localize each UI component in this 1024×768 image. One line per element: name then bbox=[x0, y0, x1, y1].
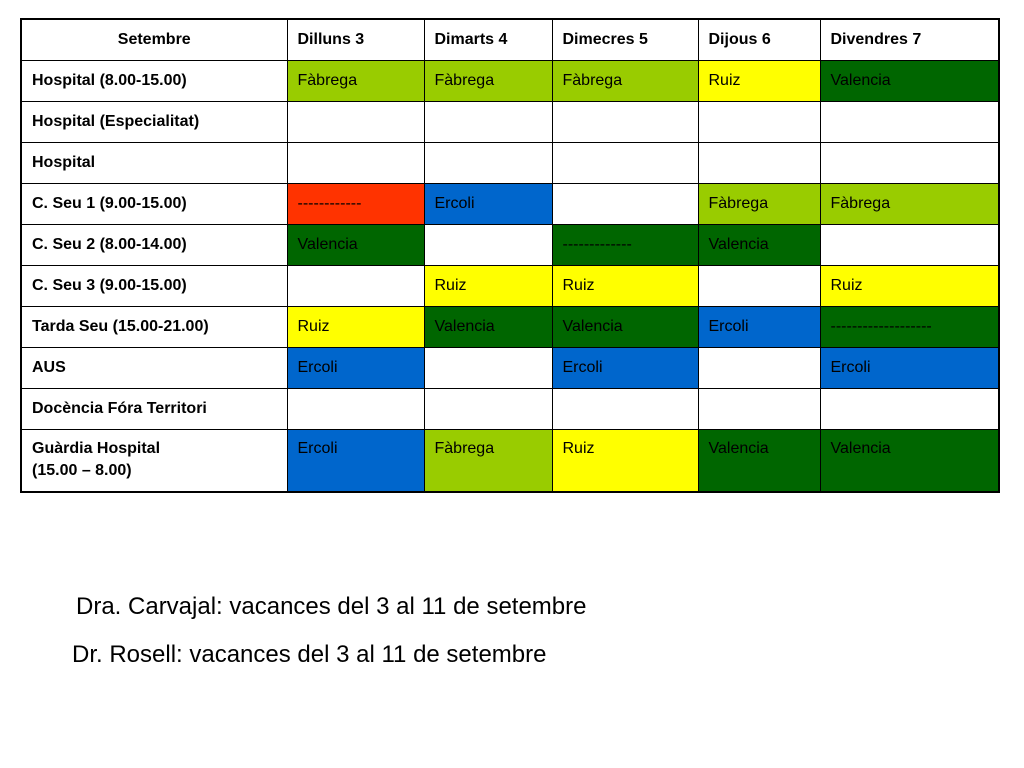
shift-cell: Valencia bbox=[820, 429, 999, 492]
row-label-text: Tarda Seu (15.00-21.00) bbox=[32, 317, 209, 335]
shift-cell: ------------ bbox=[287, 183, 424, 224]
shift-cell bbox=[424, 347, 552, 388]
shift-cell bbox=[287, 265, 424, 306]
shift-cell: Valencia bbox=[698, 224, 820, 265]
shift-cell bbox=[698, 388, 820, 429]
vacation-note: Dra. Carvajal: vacances del 3 al 11 de setembre bbox=[76, 593, 587, 620]
shift-cell bbox=[552, 101, 698, 142]
row-label bbox=[21, 142, 287, 183]
shift-cell bbox=[287, 388, 424, 429]
shift-cell: Fàbrega bbox=[424, 60, 552, 101]
shift-cell: Ercoli bbox=[287, 429, 424, 492]
shift-cell: Ruiz bbox=[424, 265, 552, 306]
row-label-text: Hospital bbox=[32, 153, 96, 171]
row-label-text: C. Seu 3 (9.00-15.00) bbox=[32, 276, 187, 294]
shift-cell: Ruiz bbox=[820, 265, 999, 306]
shift-cell bbox=[287, 101, 424, 142]
table-row bbox=[21, 265, 999, 306]
shift-cell bbox=[424, 388, 552, 429]
shift-cell bbox=[698, 347, 820, 388]
shift-cell: Valencia bbox=[552, 306, 698, 347]
header-day-friday: Divendres 7 bbox=[820, 19, 999, 60]
table-row bbox=[21, 142, 999, 183]
row-label-text: C. Seu 2 (8.00-14.00) bbox=[32, 235, 187, 253]
header-day-tuesday: Dimarts 4 bbox=[424, 19, 552, 60]
row-label bbox=[21, 183, 287, 224]
shift-cell bbox=[820, 224, 999, 265]
header-day-wednesday: Dimecres 5 bbox=[552, 19, 698, 60]
row-label-text: Hospital (Especialitat) bbox=[32, 112, 200, 130]
row-label bbox=[21, 60, 287, 101]
row-label-text: AUS bbox=[32, 358, 66, 376]
table-row bbox=[21, 101, 999, 142]
table-row bbox=[21, 183, 999, 224]
table-row bbox=[21, 347, 999, 388]
shift-cell bbox=[552, 388, 698, 429]
shift-cell: Ercoli bbox=[287, 347, 424, 388]
row-label bbox=[21, 101, 287, 142]
shift-cell: ------------- bbox=[552, 224, 698, 265]
shift-cell: Ercoli bbox=[424, 183, 552, 224]
shift-cell: Fàbrega bbox=[552, 60, 698, 101]
shift-cell bbox=[424, 224, 552, 265]
shift-cell bbox=[552, 183, 698, 224]
shift-cell: Fàbrega bbox=[698, 183, 820, 224]
shift-cell bbox=[820, 101, 999, 142]
shift-cell: Ruiz bbox=[552, 265, 698, 306]
shift-cell: Valencia bbox=[424, 306, 552, 347]
header-day-thursday: Dijous 6 bbox=[698, 19, 820, 60]
shift-cell: Fàbrega bbox=[287, 60, 424, 101]
row-label-text: Docència Fóra Territori bbox=[32, 399, 207, 417]
shift-cell bbox=[552, 142, 698, 183]
schedule-body bbox=[21, 60, 999, 492]
row-label bbox=[21, 224, 287, 265]
row-label bbox=[21, 347, 287, 388]
shift-cell bbox=[424, 142, 552, 183]
shift-cell: Ruiz bbox=[698, 60, 820, 101]
shift-cell: Ercoli bbox=[698, 306, 820, 347]
table-row bbox=[21, 224, 999, 265]
row-label bbox=[21, 306, 287, 347]
table-row bbox=[21, 60, 999, 101]
header-row bbox=[21, 19, 999, 60]
table-row bbox=[21, 429, 999, 492]
table-row bbox=[21, 388, 999, 429]
shift-cell: ------------------- bbox=[820, 306, 999, 347]
row-label-text: Guàrdia Hospital bbox=[32, 439, 161, 457]
shift-cell bbox=[287, 142, 424, 183]
shift-cell: Ruiz bbox=[552, 429, 698, 492]
row-label-text: C. Seu 1 (9.00-15.00) bbox=[32, 194, 187, 212]
row-label bbox=[21, 265, 287, 306]
shift-cell bbox=[424, 101, 552, 142]
shift-cell bbox=[820, 142, 999, 183]
shift-cell: Fàbrega bbox=[424, 429, 552, 492]
shift-cell: Valencia bbox=[287, 224, 424, 265]
shift-cell: Valencia bbox=[820, 60, 999, 101]
shift-cell bbox=[698, 101, 820, 142]
shift-cell: Fàbrega bbox=[820, 183, 999, 224]
shift-cell: Valencia bbox=[698, 429, 820, 492]
row-label-subtext: (15.00 – 8.00) bbox=[32, 461, 132, 479]
row-label-text: Hospital (8.00-15.00) bbox=[32, 71, 187, 89]
shift-cell: Ruiz bbox=[287, 306, 424, 347]
header-day-monday: Dilluns 3 bbox=[287, 19, 424, 60]
shift-cell bbox=[820, 388, 999, 429]
header-month: Setembre bbox=[21, 19, 287, 60]
vacation-note: Dr. Rosell: vacances del 3 al 11 de setembre bbox=[72, 641, 547, 668]
row-label bbox=[21, 388, 287, 429]
table-row bbox=[21, 306, 999, 347]
row-label bbox=[21, 429, 287, 492]
shift-cell bbox=[698, 142, 820, 183]
shift-cell: Ercoli bbox=[820, 347, 999, 388]
shift-cell bbox=[698, 265, 820, 306]
shift-cell: Ercoli bbox=[552, 347, 698, 388]
schedule-table bbox=[20, 18, 1000, 493]
